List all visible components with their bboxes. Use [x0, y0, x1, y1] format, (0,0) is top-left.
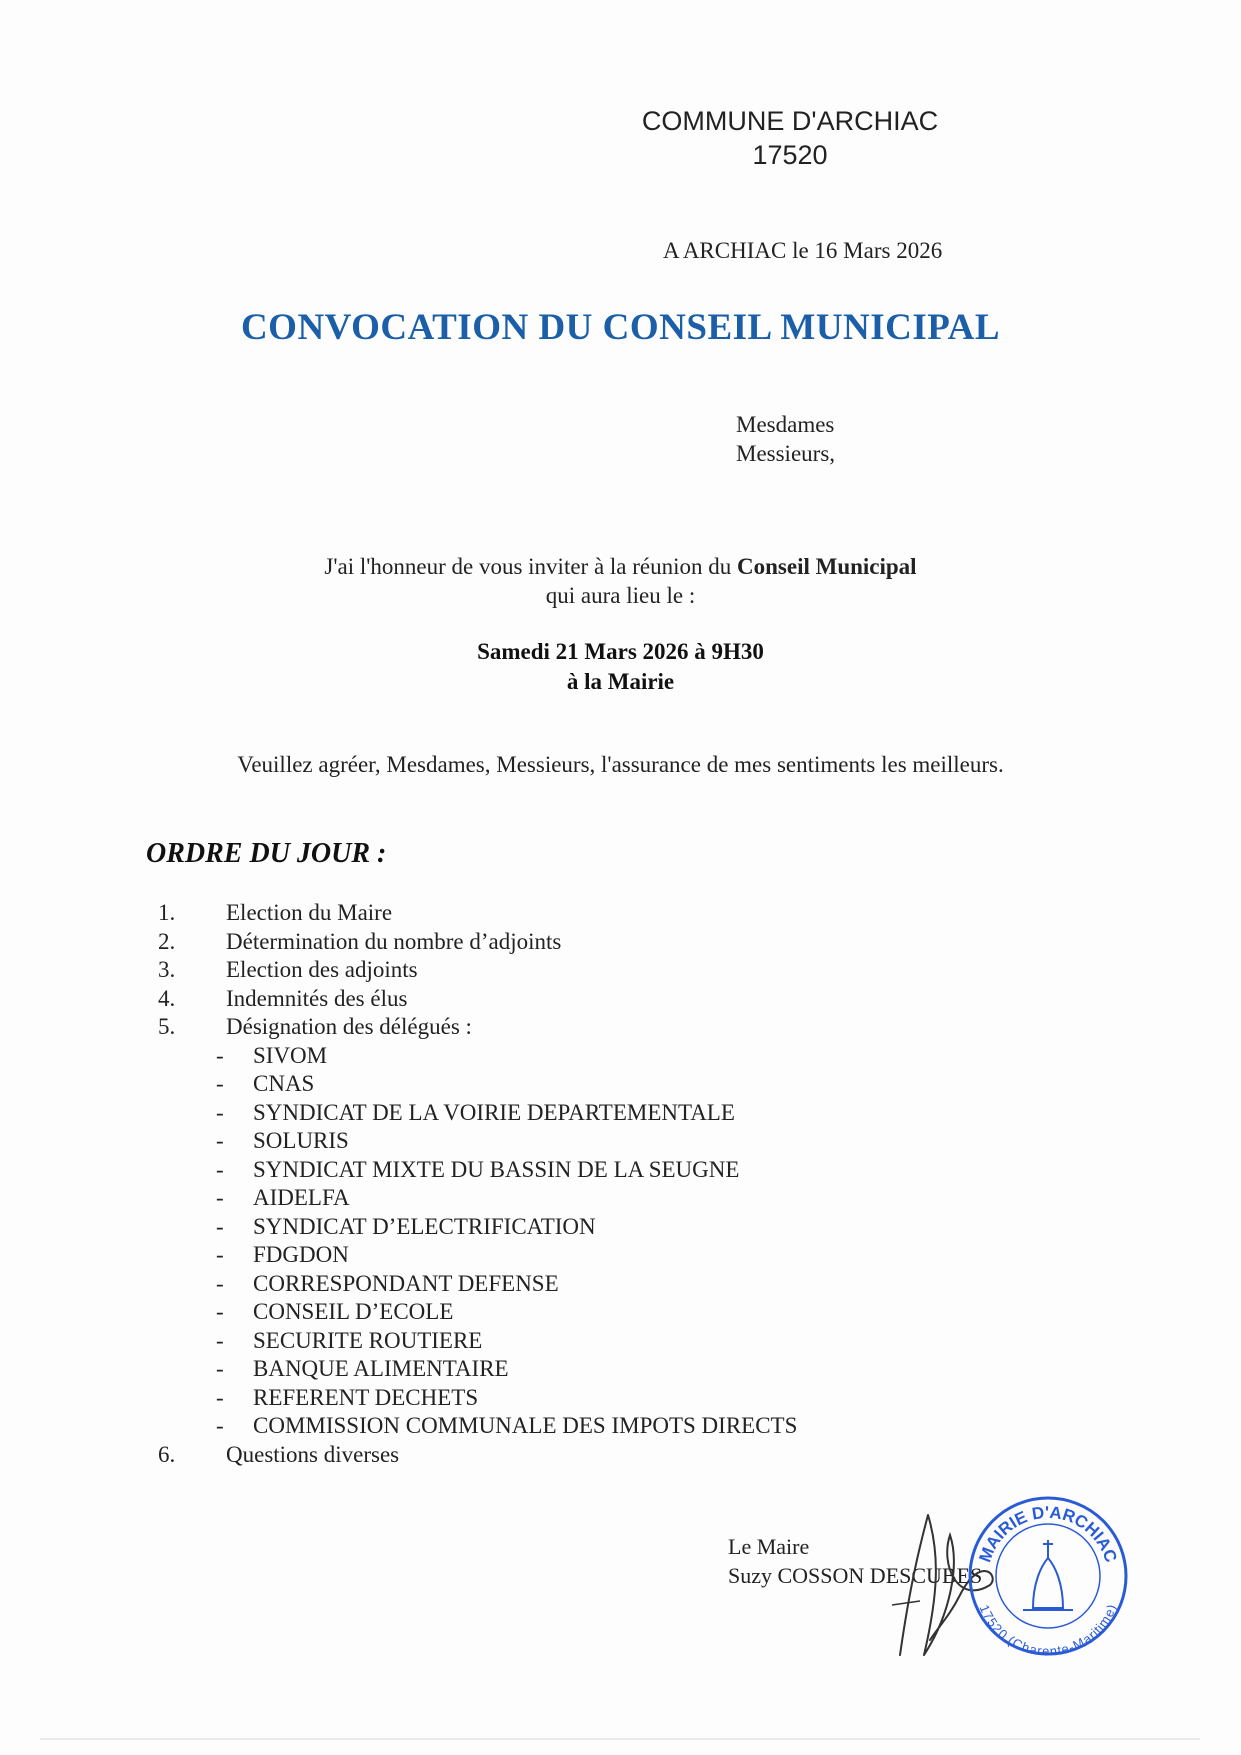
invitation-line-2: qui aura lieu le :: [545, 583, 696, 608]
stamp-top-textpath: MAIRIE D'ARCHIAC: [975, 1502, 1121, 1565]
delegate-item: [150, 1241, 797, 1270]
delegate-label: CORRESPONDANT DEFENSE: [253, 1270, 559, 1296]
signature-stroke: [892, 1601, 920, 1605]
stamp-emblem-icon: [1023, 1540, 1073, 1610]
agenda-item: [150, 1013, 797, 1441]
agenda-item: [150, 985, 797, 1014]
delegate-item: [150, 1213, 797, 1242]
delegate-item: [150, 1298, 797, 1327]
delegate-label: BANQUE ALIMENTAIRE: [253, 1356, 509, 1381]
commune-name: COMMUNE D'ARCHIAC: [641, 106, 939, 136]
postal-code: 17520: [752, 140, 828, 170]
page-edge: [40, 1738, 1200, 1740]
delegate-label: REFERENT DECHETS: [253, 1384, 479, 1410]
delegate-dash: -: [216, 1413, 224, 1438]
agenda-item-number: 5.: [158, 1014, 176, 1039]
delegate-dash: -: [216, 1242, 224, 1267]
delegate-label: SYNDICAT D’ELECTRIFICATION: [253, 1213, 596, 1239]
delegate-item: [150, 1327, 797, 1356]
delegate-item: [150, 1384, 797, 1413]
signature-role: Le Maire: [728, 1534, 810, 1559]
delegate-label: SECURITE ROUTIERE: [253, 1327, 483, 1353]
agenda-item-label: Indemnités des élus: [226, 985, 408, 1011]
stamp-inner-ring: [996, 1524, 1100, 1628]
delegate-item: [150, 1412, 797, 1441]
meeting-datetime: Samedi 21 Mars 2026 à 9H30: [477, 639, 764, 664]
delegate-item: [150, 1270, 797, 1299]
delegate-label: AIDELFA: [253, 1185, 350, 1210]
delegate-label: FDGDON: [253, 1242, 349, 1267]
commune-header: [600, 104, 980, 172]
agenda-item-number: 2.: [158, 928, 176, 954]
delegate-label: SOLURIS: [253, 1128, 349, 1153]
agenda-heading: ORDRE DU JOUR :: [146, 838, 387, 869]
invitation-line-1: [0, 552, 1241, 581]
delegate-dash: -: [216, 1213, 224, 1239]
greeting-line-2: Messieurs,: [736, 441, 836, 466]
delegate-dash: -: [216, 1128, 224, 1153]
page-title: CONVOCATION DU CONSEIL MUNICIPAL: [240, 307, 1001, 348]
delegate-item: [150, 1042, 797, 1071]
delegate-dash: -: [216, 1071, 224, 1096]
delegate-item: [150, 1070, 797, 1099]
delegate-dash: -: [216, 1270, 224, 1296]
delegate-dash: -: [216, 1042, 224, 1068]
agenda-item-label: Détermination du nombre d’adjoints: [226, 928, 562, 954]
delegate-dash: -: [216, 1185, 224, 1210]
agenda-item: [150, 1441, 797, 1470]
agenda-item-number: 1.: [158, 900, 176, 925]
agenda-item-number: 6.: [158, 1441, 176, 1467]
invitation: [0, 552, 1241, 610]
delegates-list: [150, 1042, 797, 1441]
delegate-dash: -: [216, 1384, 224, 1410]
delegate-label: SYNDICAT DE LA VOIRIE DEPARTEMENTALE: [253, 1099, 735, 1125]
delegate-item: [150, 1156, 797, 1185]
signature-name: Suzy COSSON DESCUBES: [728, 1563, 983, 1588]
agenda-item: [150, 956, 797, 985]
delegate-dash: -: [216, 1327, 224, 1353]
delegate-item: [150, 1355, 797, 1384]
agenda-item-label: Election du Maire: [226, 900, 393, 925]
stamp-bottom-textpath: 17520 (Charente-Maritime): [976, 1602, 1120, 1658]
delegate-label: CONSEIL D’ECOLE: [253, 1299, 454, 1324]
stamp-figure: [1033, 1558, 1063, 1608]
agenda-list: [150, 899, 797, 1469]
mairie-stamp: [963, 1488, 1133, 1658]
delegate-dash: -: [216, 1356, 224, 1381]
meeting-details: [0, 637, 1241, 697]
agenda-item-label: Questions diverses: [226, 1441, 400, 1467]
delegate-label: SYNDICAT MIXTE DU BASSIN DE LA SEUGNE: [253, 1156, 740, 1182]
agenda-item: [150, 899, 797, 928]
invitation-bold: Conseil Municipal: [737, 554, 917, 579]
agenda-item-number: 4.: [158, 985, 176, 1011]
agenda-item-label: Désignation des délégués :: [226, 1014, 472, 1039]
stamp-torch: [1043, 1540, 1053, 1558]
delegate-item: [150, 1127, 797, 1156]
delegate-item: [150, 1184, 797, 1213]
delegate-label: SIVOM: [253, 1042, 328, 1068]
delegate-dash: -: [216, 1099, 224, 1125]
agenda-item: [150, 928, 797, 957]
invitation-text: J'ai l'honneur de vous inviter à la réunion du: [324, 554, 738, 579]
agenda-item-number: 3.: [158, 957, 176, 982]
delegate-item: [150, 1099, 797, 1128]
greeting-line-1: Mesdames: [736, 412, 835, 437]
delegate-dash: -: [216, 1299, 224, 1324]
delegate-label: COMMISSION COMMUNALE DES IMPOTS DIRECTS: [253, 1413, 798, 1438]
meeting-location: à la Mairie: [566, 669, 675, 694]
delegate-dash: -: [216, 1156, 224, 1182]
greeting: [736, 410, 835, 468]
delegate-label: CNAS: [253, 1071, 315, 1096]
agenda-item-label: Election des adjoints: [226, 957, 418, 982]
date-line: A ARCHIAC le 16 Mars 2026: [663, 238, 943, 263]
closing-regards: Veuillez agréer, Mesdames, Messieurs, l'assurance de mes sentiments les meilleurs.: [237, 752, 1004, 777]
